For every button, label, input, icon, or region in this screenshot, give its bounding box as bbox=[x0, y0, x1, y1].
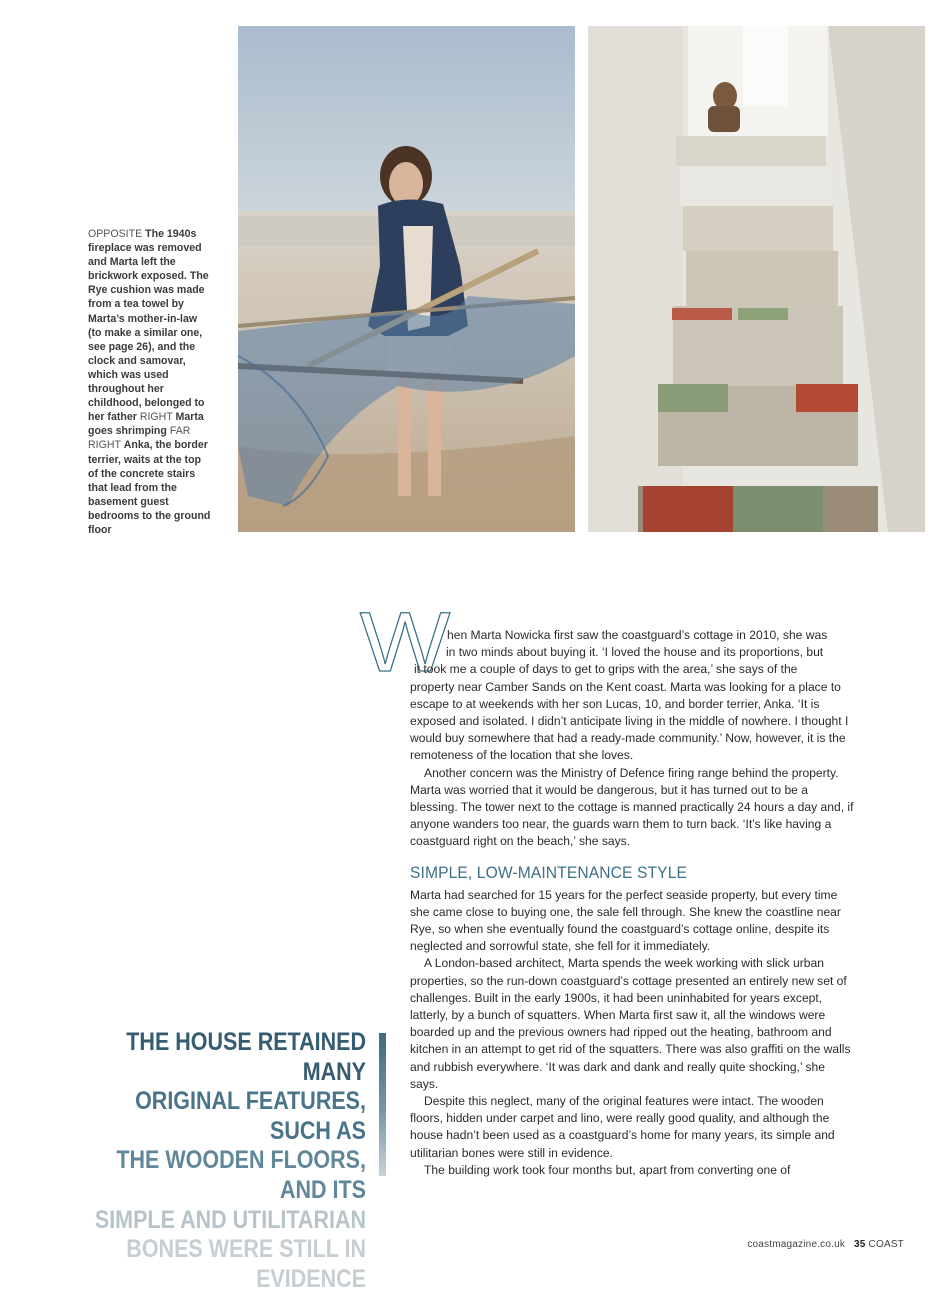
photo-marta-shrimping bbox=[238, 26, 575, 532]
drop-cap-letter: W bbox=[359, 595, 451, 690]
pull-quote-line-1: THE HOUSE RETAINED MANY bbox=[126, 1028, 366, 1086]
paragraph-1 bbox=[410, 627, 855, 765]
caption-text-opposite: The 1940s fireplace was removed and Marta left the brickwork exposed. The Rye cushion was made from a tea towel by Marta’s mother-in-law (to make a similar one, see page 26), and the clock and samovar, which was used throughout her childhood, belonged to her father bbox=[88, 228, 209, 424]
paragraph-1-rest: property near Camber Sands on the Kent coast. Marta was looking for a place to escape to at weekends with her son Lucas, 10, and border terrier, Anka. ‘It is exposed and isolated. I didn’t anticipate living in the middle of nowhere. I thought I would buy somewhere that had a ready-made community.’ Now, however, it is the remoteness of the location that she loves. bbox=[410, 679, 849, 763]
pull-quote-line-2: ORIGINAL FEATURES, SUCH AS bbox=[135, 1087, 366, 1145]
caption-text-right: Marta goes shrimping bbox=[88, 411, 204, 438]
paragraph-3: Marta had searched for 15 years for the perfect seaside property, but every time she came close to buying one, the sale fell through. She knew the coastline near Rye, so when she eventually found the coastguard’s cottage online, despite its neglected and sorrowful state, she fell for it immediately. bbox=[410, 887, 841, 954]
section-subhead: SIMPLE, LOW-MAINTENANCE STYLE bbox=[410, 862, 688, 882]
paragraph-2: Another concern was the Ministry of Defence firing range behind the property. Marta was worried that it would be dangerous, but it has turned out to be a blessing. The tower next to the cottage is manned practically 24 hours a day and, if anyone wanders too near, the guards warn them to turn back. ‘It’s like having a coastguard right on the beach,’ she says. bbox=[410, 765, 854, 849]
caption-label-right: RIGHT bbox=[139, 411, 173, 424]
paragraph-4: A London-based architect, Marta spends the week working with slick urban properties, so the run-down coastguard’s cottage presented an entirely new set of challenges. Built in the early 1900s, it had been uninhabited for years except, latterly, by a bunch of squatters. When Marta first saw it, all the windows were boarded up and the previous owners had ripped out the heating, bathroom and kitchen in an attempt to get rid of the squatters. There was also graffiti on the walls and rubbish everywhere. ‘It was dark and dank and really quite shocking,’ she says. bbox=[410, 956, 851, 1091]
paragraph-1-line-3: it took me a couple of days to get to grips with the area,’ she says of the bbox=[414, 662, 798, 677]
article-body bbox=[410, 627, 855, 1179]
pull-quote bbox=[68, 1028, 366, 1294]
pull-quote-line-4: SIMPLE AND UTILITARIAN bbox=[94, 1205, 366, 1234]
caption-label-opposite: OPPOSITE bbox=[88, 228, 143, 240]
paragraph-5: Despite this neglect, many of the original features were intact. The wooden floors, hidden under carpet and lino, were really good quality, and although the house hadn’t been used as a coastguard’s home for many years, its simple and utilitarian bones were still in evidence. bbox=[410, 1094, 835, 1160]
paragraph-1-line-2: in two minds about buying it. ‘I loved the house and its proportions, but bbox=[446, 645, 824, 660]
paragraph-1-line-1: hen Marta Nowicka first saw the coastguard’s cottage in 2010, she was bbox=[447, 628, 828, 642]
paragraph-6: The building work took four months but, apart from converting one of bbox=[424, 1162, 791, 1177]
footer-site: coastmagazine.co.uk bbox=[747, 1239, 846, 1250]
pull-quote-line-3: THE WOODEN FLOORS, AND ITS bbox=[116, 1146, 366, 1204]
page-footer bbox=[747, 1239, 904, 1250]
caption-label-far-right: FAR RIGHT bbox=[88, 425, 191, 452]
photo-anka-stairs bbox=[588, 26, 925, 532]
pull-quote-rule bbox=[379, 1033, 386, 1176]
pull-quote-line-5: BONES WERE STILL IN EVIDENCE bbox=[126, 1235, 366, 1293]
page-number: 35 bbox=[854, 1239, 866, 1250]
footer-brand: COAST bbox=[868, 1239, 904, 1250]
caption-text-far-right: Anka, the border terrier, waits at the top of the concrete stairs that lead from the basement guest bedrooms to the ground floor bbox=[88, 439, 211, 536]
photo-caption bbox=[88, 227, 213, 537]
